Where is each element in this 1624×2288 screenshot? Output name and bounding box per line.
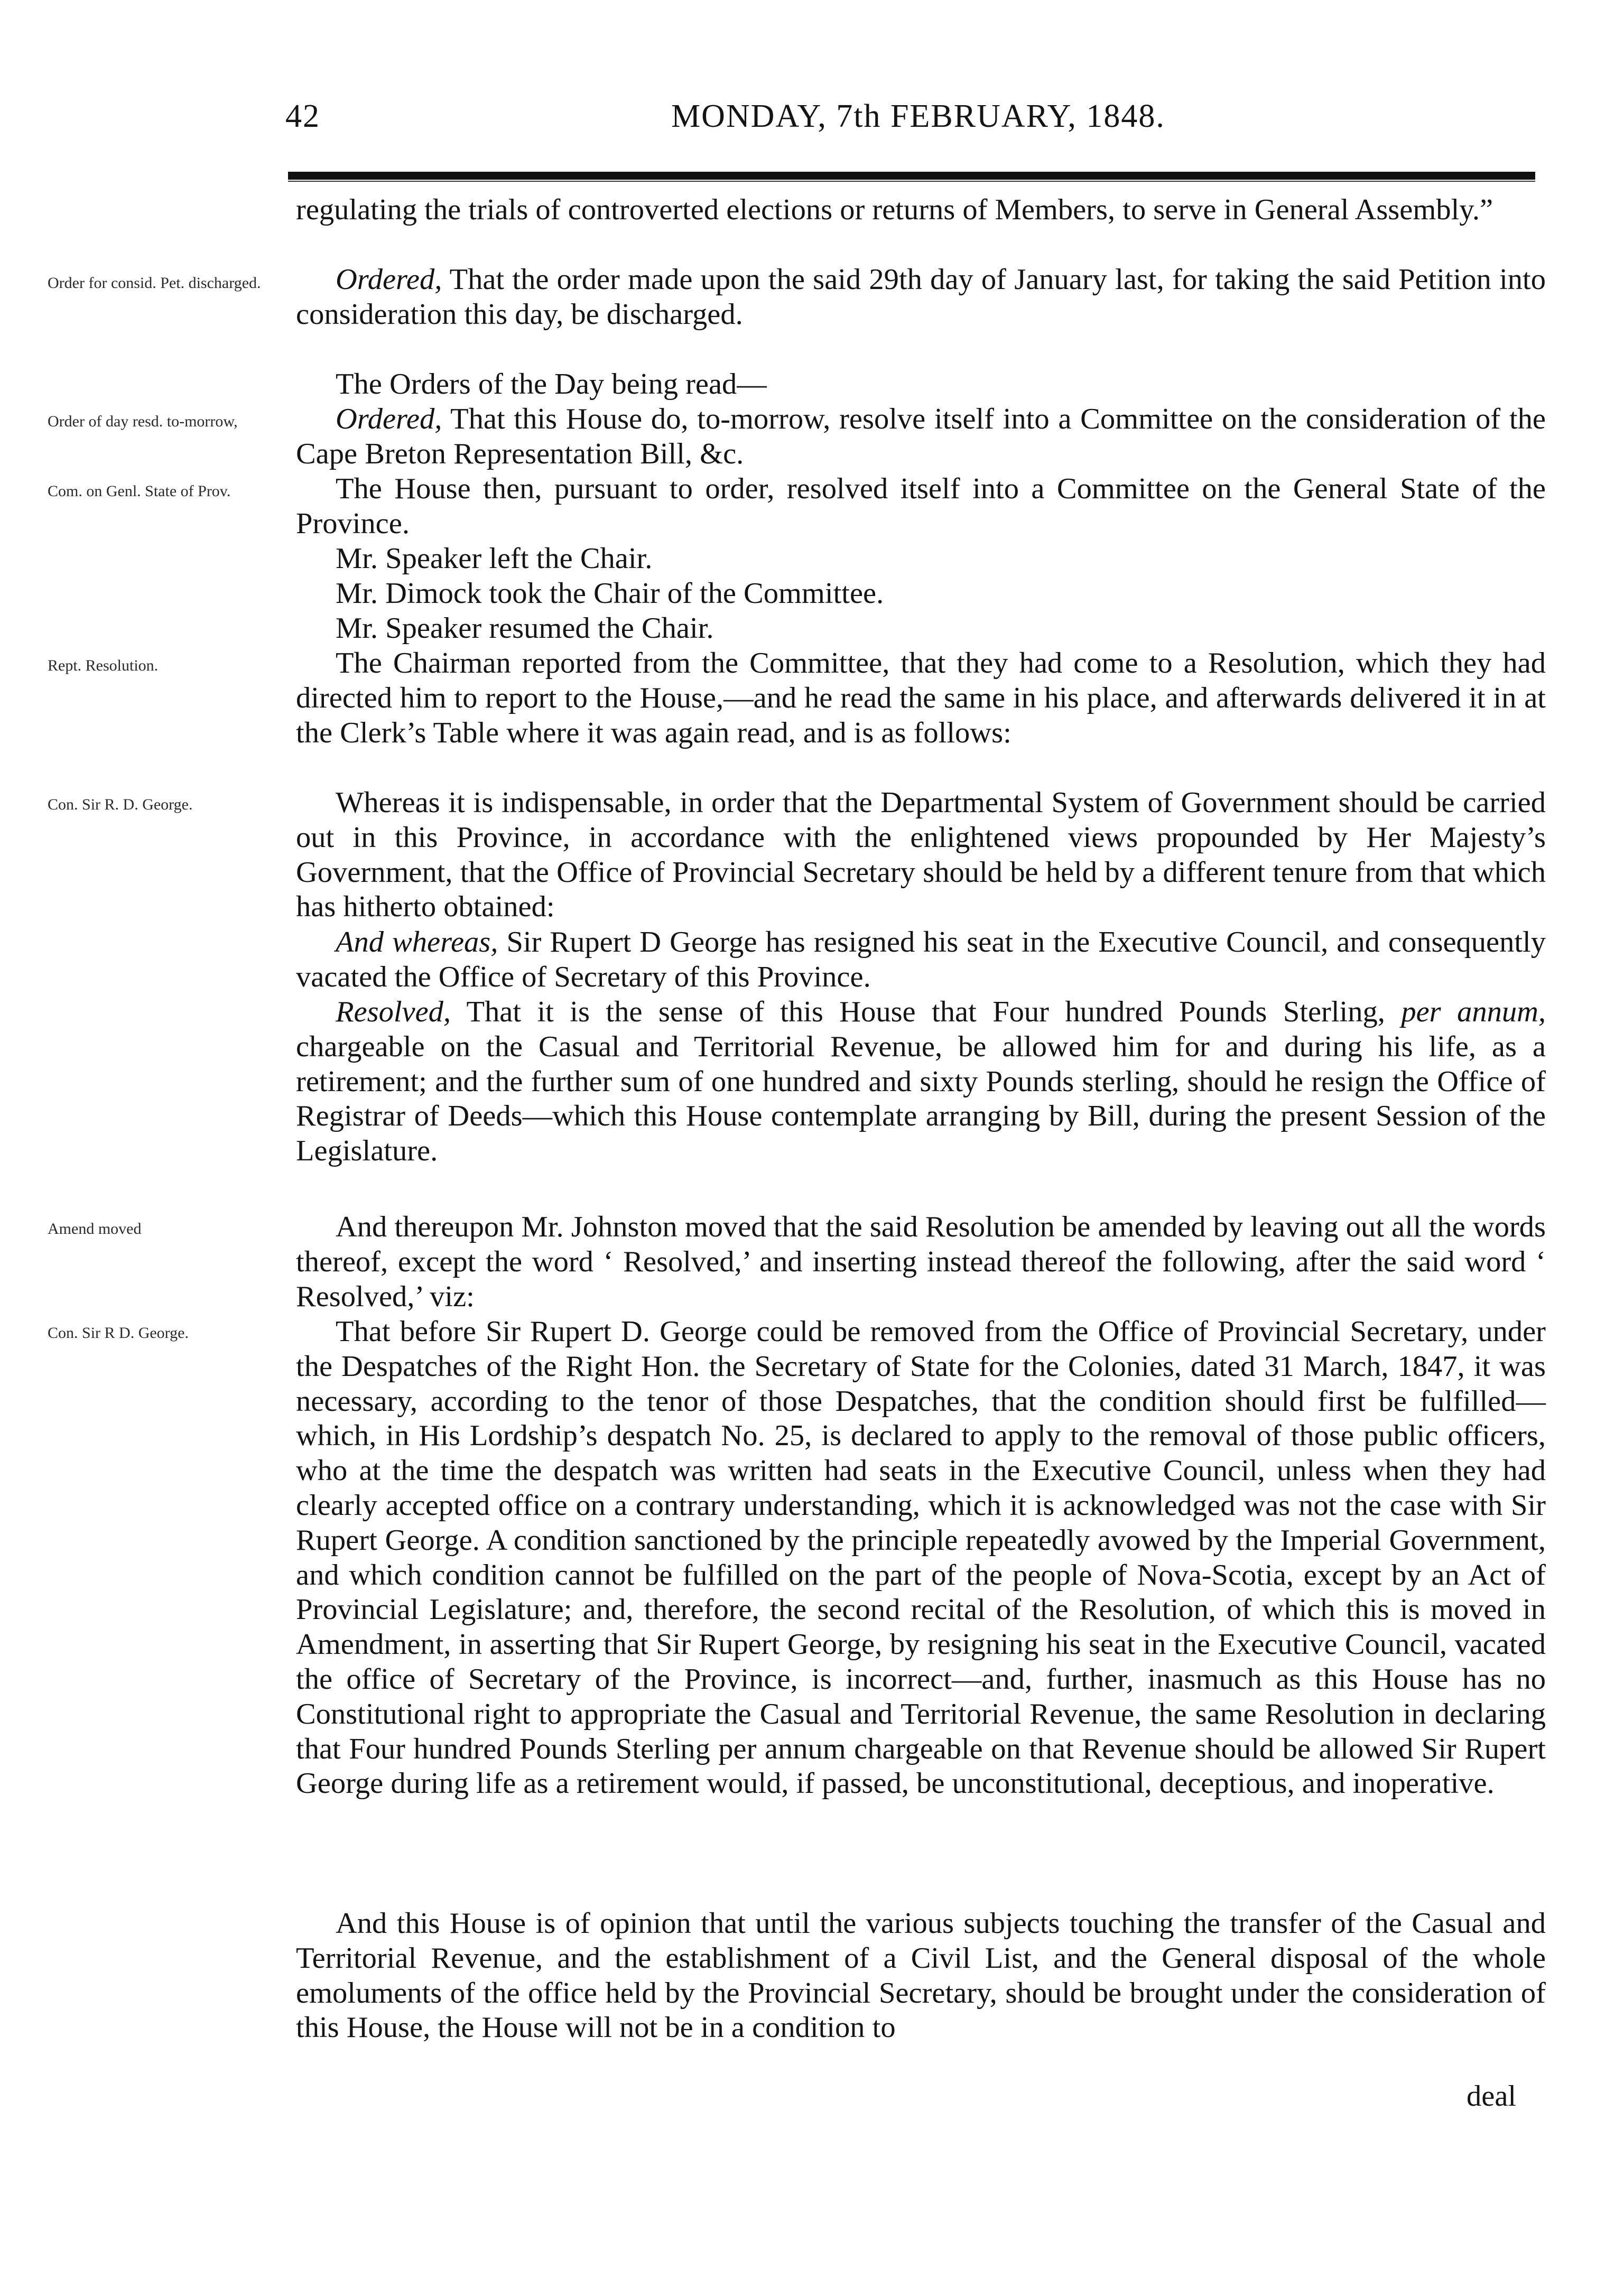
paragraph-body: That this House do, to-morrow, resolve itself into a Committee on the consideration of the Cape Breton Representation Bill, &c. bbox=[296, 403, 1546, 470]
paragraph bbox=[296, 402, 1546, 472]
paragraph-body: That the order made upon the said 29th day of January last, for taking the said Petition into consideration this day, be discharged. bbox=[296, 263, 1546, 331]
page-number: 42 bbox=[285, 98, 320, 134]
margin-note: Order of day resd. to-morrow, bbox=[48, 413, 238, 430]
paragraph bbox=[296, 263, 1546, 332]
header-rule bbox=[288, 172, 1535, 180]
paragraph: The House then, pursuant to order, resolved itself into a Committee on the General State of the Province. bbox=[296, 472, 1546, 540]
catchword: deal bbox=[1467, 2080, 1517, 2113]
paragraph-body: chargeable on the Casual and Territorial Revenue, be allowed him for and during his life, as a retirement; and the further sum of one hundred and sixty Pounds sterling, should he resign the Office of Registrar of Deeds—which this House contemplate arranging by Bill, during the present Session of the Legislature. bbox=[296, 1030, 1546, 1168]
paragraph: The Orders of the Day being read— bbox=[336, 368, 767, 401]
margin-note: Con. Sir R D. George. bbox=[48, 1324, 189, 1342]
paragraph-body: Sir Rupert D George has resigned his seat in the Executive Council, and consequently vacated the Office of Secretary of this Province. bbox=[296, 926, 1546, 993]
paragraph: Whereas it is indispensable, in order that the Departmental System of Government should be carried out in this Province, in accordance with the enlightened views propounded by Her Majesty’s Government, that the Office of Provincial Secretary should be held by a different tenure from that which has hitherto obtained: bbox=[296, 786, 1546, 924]
paragraph bbox=[296, 925, 1546, 995]
paragraph: That before Sir Rupert D. George could be removed from the Office of Provincial Secretary, under the Despatches of the Right Hon. the Secretary of State for the Colonies, dated 31 March, 1847, it was necessary, according to the tenor of those Despatches, that the condition should first be fulfilled—which, in His Lordship’s despatch No. 25, is declared to apply to the removal of those public officers, who at the time the despatch was written had seats in the Executive Council, unless when they had clearly accepted office on a contrary understanding, which it is acknowledged was not the case with Sir Rupert George. A condition sanctioned by the principle repeatedly avowed by the Imperial Government, and which condition cannot be fulfilled on the part of the people of Nova-Scotia, except by an Act of Provincial Legislature; and, therefore, the second recital of the Resolution, of which this is moved in Amendment, in asserting that Sir Rupert George, by resigning his seat in the Executive Council, vacated the office of Secretary of the Province, is incorrect—and, further, inasmuch as this House has no Constitutional right to appropriate the Casual and Territorial Revenue, the same Resolution in declaring that Four hundred Pounds Sterling per annum chargeable on that Revenue should be allowed Sir Rupert George during life as a retirement would, if passed, be unconstitutional, deceptious, and inoperative. bbox=[296, 1315, 1546, 1800]
paragraph-body: That it is the sense of this House that Four hundred Pounds Sterling, bbox=[451, 996, 1402, 1028]
margin-note: Con. Sir R. D. George. bbox=[48, 796, 193, 813]
margin-note: Amend moved bbox=[48, 1220, 142, 1238]
paragraph: regulating the trials of controverted elections or returns of Members, to serve in General Assembly.” bbox=[296, 193, 1493, 226]
margin-note: Rept. Resolution. bbox=[48, 657, 159, 674]
paragraph-lead: And whereas, bbox=[336, 926, 498, 959]
running-head: MONDAY, 7th FEBRUARY, 1848. bbox=[671, 98, 1165, 134]
margin-note: Com. on Genl. State of Prov. bbox=[48, 482, 231, 500]
paragraph-lead: Ordered, bbox=[336, 403, 442, 435]
paragraph: Mr. Dimock took the Chair of the Committee. bbox=[336, 577, 884, 610]
paragraph-lead: Ordered, bbox=[336, 263, 442, 296]
paragraph-italic: per annum, bbox=[1401, 996, 1546, 1028]
paragraph: And thereupon Mr. Johnston moved that the said Resolution be amended by leaving out all the words thereof, except the word ‘ Resolved,’ and inserting instead thereof the following, after the said word ‘ Resolved,’ viz: bbox=[296, 1211, 1546, 1313]
margin-note: Order for consid. Pet. discharged. bbox=[48, 274, 261, 292]
paragraph: The Chairman reported from the Committee, that they had come to a Resolution, which they had directed him to report to the House,—and he read the same in his place, and afterwards delivered it in at the Clerk’s Table where it was again read, and is as follows: bbox=[296, 647, 1546, 749]
paragraph bbox=[296, 995, 1546, 1169]
paragraph: Mr. Speaker resumed the Chair. bbox=[336, 612, 714, 645]
paragraph-lead: Resolved, bbox=[336, 996, 451, 1028]
header-rule-thin bbox=[288, 181, 1535, 182]
paragraph: And this House is of opinion that until the various subjects touching the transfer of the Casual and Territorial Revenue, and the establishment of a Civil List, and the General disposal of the whole emoluments of the office held by the Provincial Secretary, should be brought under the consideration of this House, the House will not be in a condition to bbox=[296, 1907, 1546, 2044]
paragraph: Mr. Speaker left the Chair. bbox=[336, 542, 653, 575]
page-header bbox=[275, 98, 1242, 145]
